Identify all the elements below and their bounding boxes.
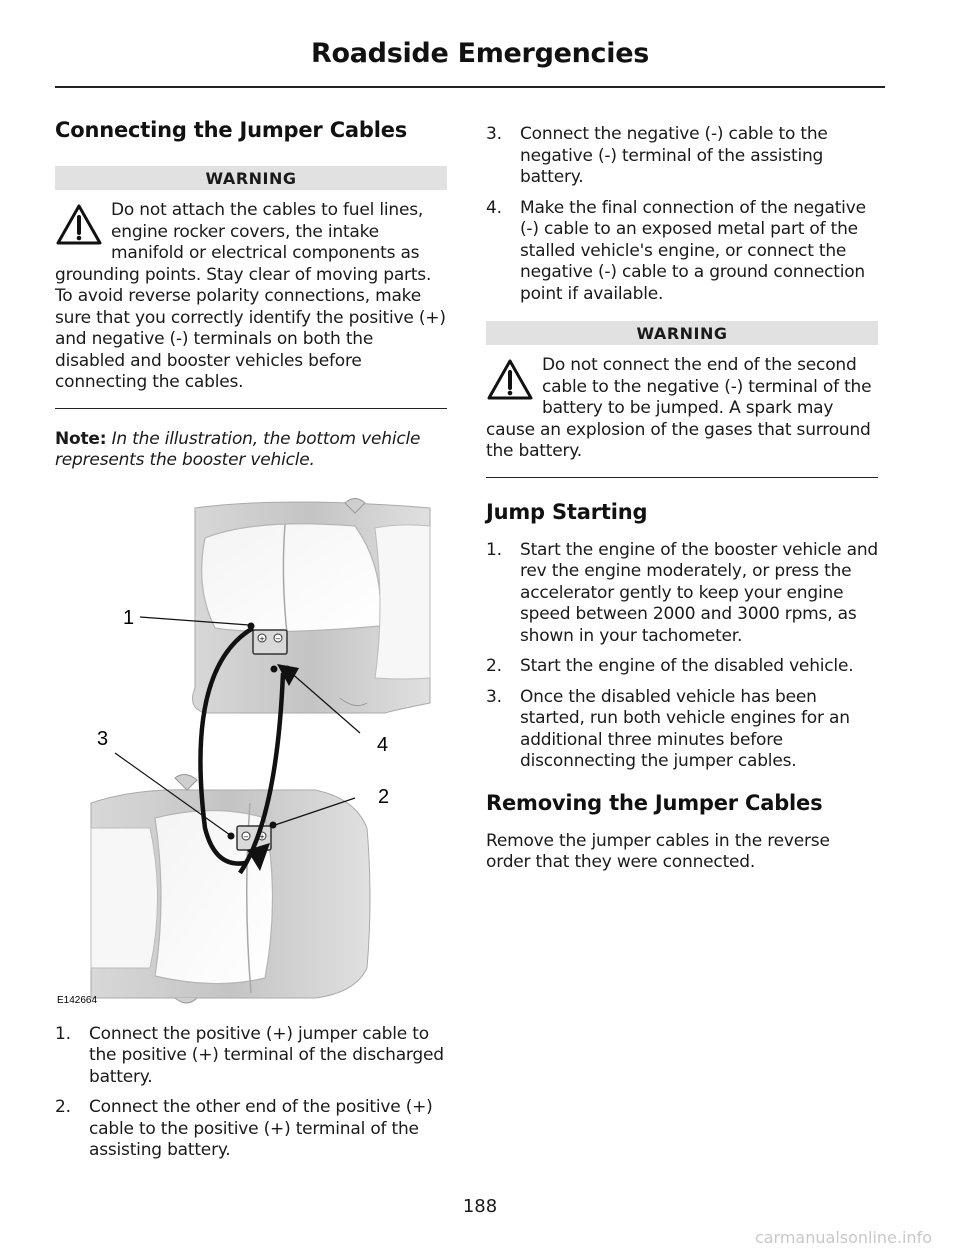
svg-text:+: + bbox=[259, 634, 265, 643]
callout-4: 4 bbox=[377, 733, 389, 756]
page-number: 188 bbox=[462, 1196, 498, 1217]
right-column bbox=[486, 124, 878, 874]
list-item: 1. Connect the positive (+) jumper cable to the positive (+) terminal of the discharged battery. bbox=[55, 1023, 444, 1087]
warning-title: WARNING bbox=[55, 166, 447, 190]
warning-body bbox=[55, 200, 447, 394]
warning-text: Do not connect the end of the second cable to the negative (-) terminal of the battery to be jumped. A spark may cause an explosion of the gases that surround the battery. bbox=[486, 355, 872, 461]
section-heading-jump-starting: Jump Starting bbox=[486, 499, 648, 524]
list-item: 1. Start the engine of the booster vehicle and rev the engine moderately, or press the accelerator gently to keep your engine speed between 2000 and 3000 rpms, as shown in your tachometer. bbox=[486, 539, 879, 646]
warning-body bbox=[486, 355, 878, 463]
callout-1: 1 bbox=[123, 606, 135, 629]
connect-steps-list bbox=[55, 1024, 447, 1162]
connect-steps-list-continued bbox=[486, 124, 878, 305]
warning-triangle-icon bbox=[55, 203, 103, 247]
disabled-battery bbox=[253, 630, 287, 654]
list-item: 4. Make the final connection of the negative (-) cable to an exposed metal part of the stalled vehicle's engine, or connect the negative (-) cable to a ground connection point if available. bbox=[486, 197, 866, 304]
list-item: 2. Start the engine of the disabled vehicle. bbox=[486, 656, 854, 676]
warning-box bbox=[486, 321, 878, 478]
svg-text:−: − bbox=[275, 634, 281, 643]
callout-2: 2 bbox=[378, 785, 390, 808]
figure-code: E142664 bbox=[57, 994, 98, 1006]
warning-triangle-icon bbox=[486, 358, 534, 402]
vehicles-diagram bbox=[55, 498, 447, 1010]
note-label: Note: bbox=[55, 428, 107, 449]
header-divider bbox=[55, 86, 885, 88]
section-heading-removing: Removing the Jumper Cables bbox=[486, 790, 823, 815]
note-text: In the illustration, the bottom vehicle represents the booster vehicle. bbox=[55, 428, 421, 470]
note bbox=[55, 429, 447, 472]
list-item: 3. Once the disabled vehicle has been started, run both vehicle engines for an additional three minutes before disconnecting the jumper cables. bbox=[486, 686, 850, 771]
warning-text: Do not attach the cables to fuel lines, engine rocker covers, the intake manifold or electrical components as grounding points. Stay clear of moving parts. To avoid reverse polarity connections, make sure that you correctly identify the positive (+) and negative (-) terminals on both the disabled and booster vehicles before connecting the cables. bbox=[55, 200, 446, 392]
booster-vehicle bbox=[91, 774, 370, 1003]
list-item: 2. Connect the other end of the positive (+) cable to the positive (+) terminal of the assisting battery. bbox=[55, 1097, 433, 1160]
disabled-vehicle bbox=[193, 498, 430, 713]
left-column bbox=[55, 118, 447, 1171]
page-title: Roadside Emergencies bbox=[311, 38, 649, 69]
svg-text:+: + bbox=[259, 832, 265, 841]
warning-title: WARNING bbox=[486, 321, 878, 345]
callout-3: 3 bbox=[97, 727, 109, 750]
svg-text:−: − bbox=[243, 832, 249, 841]
jump-steps-list bbox=[486, 540, 878, 773]
watermark: carmanualsonline.info bbox=[754, 1228, 932, 1247]
section-heading-connecting: Connecting the Jumper Cables bbox=[55, 118, 408, 142]
removing-text: Remove the jumper cables in the reverse order that they were connected. bbox=[486, 830, 830, 872]
list-item: 3. Connect the negative (-) cable to the negative (-) terminal of the assisting battery. bbox=[486, 124, 828, 187]
warning-box bbox=[55, 166, 447, 409]
jumper-cable-illustration bbox=[55, 498, 447, 1010]
